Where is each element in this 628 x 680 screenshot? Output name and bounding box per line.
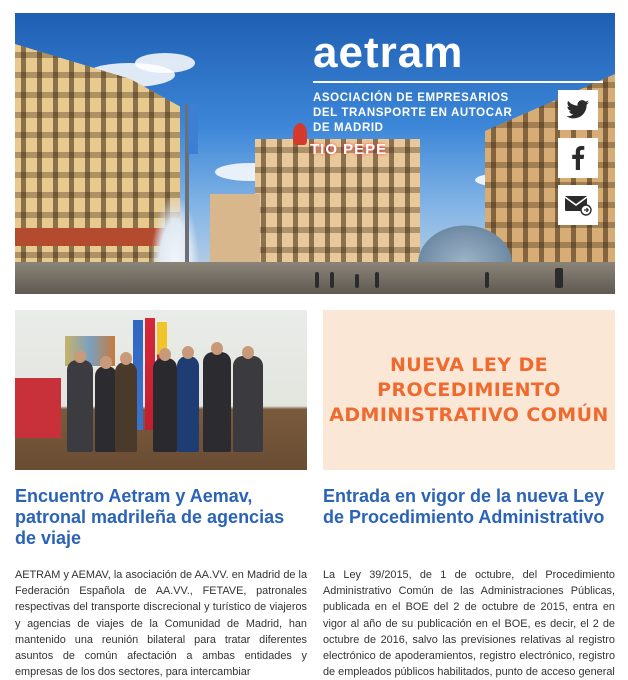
twitter-button[interactable] <box>558 90 598 130</box>
promo-text: NUEVA LEY DE PROCEDIMIENTO ADMINISTRATIVO COMÚN <box>329 353 609 426</box>
article-card-aemav <box>15 310 307 680</box>
article-body: AETRAM y AEMAV, la asociación de AA.VV. en Madrid de la Federación Española de AA.VV., FETAVE, patronales respectivas del transporte discrecional y turístico de viajeros y agencias de viajes de la Comunidad de Madrid, han mantenido una reunión bilateral para tratar diferentes asuntos de común afectación a ambas entidades y empresas de los dos sectores, para intercambiar <box>15 569 307 679</box>
article-title[interactable]: Entrada en vigor de la nueva Ley de Procedimiento Administrativo <box>323 486 605 527</box>
twitter-icon <box>566 100 590 120</box>
brand-subtitle: ASOCIACIÓN DE EMPRESARIOS DEL TRANSPORTE EN AUTOCAR DE MADRID <box>313 92 513 134</box>
facebook-button[interactable] <box>558 138 598 178</box>
tio-pepe-text: TIO PEPE <box>310 141 388 158</box>
brand-divider <box>313 81 603 83</box>
email-icon <box>564 194 592 216</box>
brand-logo: aetram <box>313 28 464 77</box>
facebook-icon <box>571 146 585 170</box>
article-card-ley-procedimiento <box>323 310 615 680</box>
article-body: La Ley 39/2015, de 1 de octubre, del Procedimiento Administrativo Común de las Administraciones Públicas, publicada en el BOE del 2 de octubre de 2015, entra en vigor al año de su publicación en el BOE, es decir, el 2 de octubre de 2016, salvo las previsiones relativas al registro electrónico de apoderamientos, registro electrónico, registro de empleados públicos habilitados, punto de acceso general <box>323 569 615 679</box>
article-promo-image[interactable] <box>323 310 615 470</box>
article-photo-meeting[interactable] <box>15 310 307 470</box>
hero-banner <box>15 13 615 294</box>
email-button[interactable] <box>558 185 598 225</box>
article-title[interactable]: Encuentro Aetram y Aemav, patronal madrileña de agencias de viaje <box>15 486 285 548</box>
